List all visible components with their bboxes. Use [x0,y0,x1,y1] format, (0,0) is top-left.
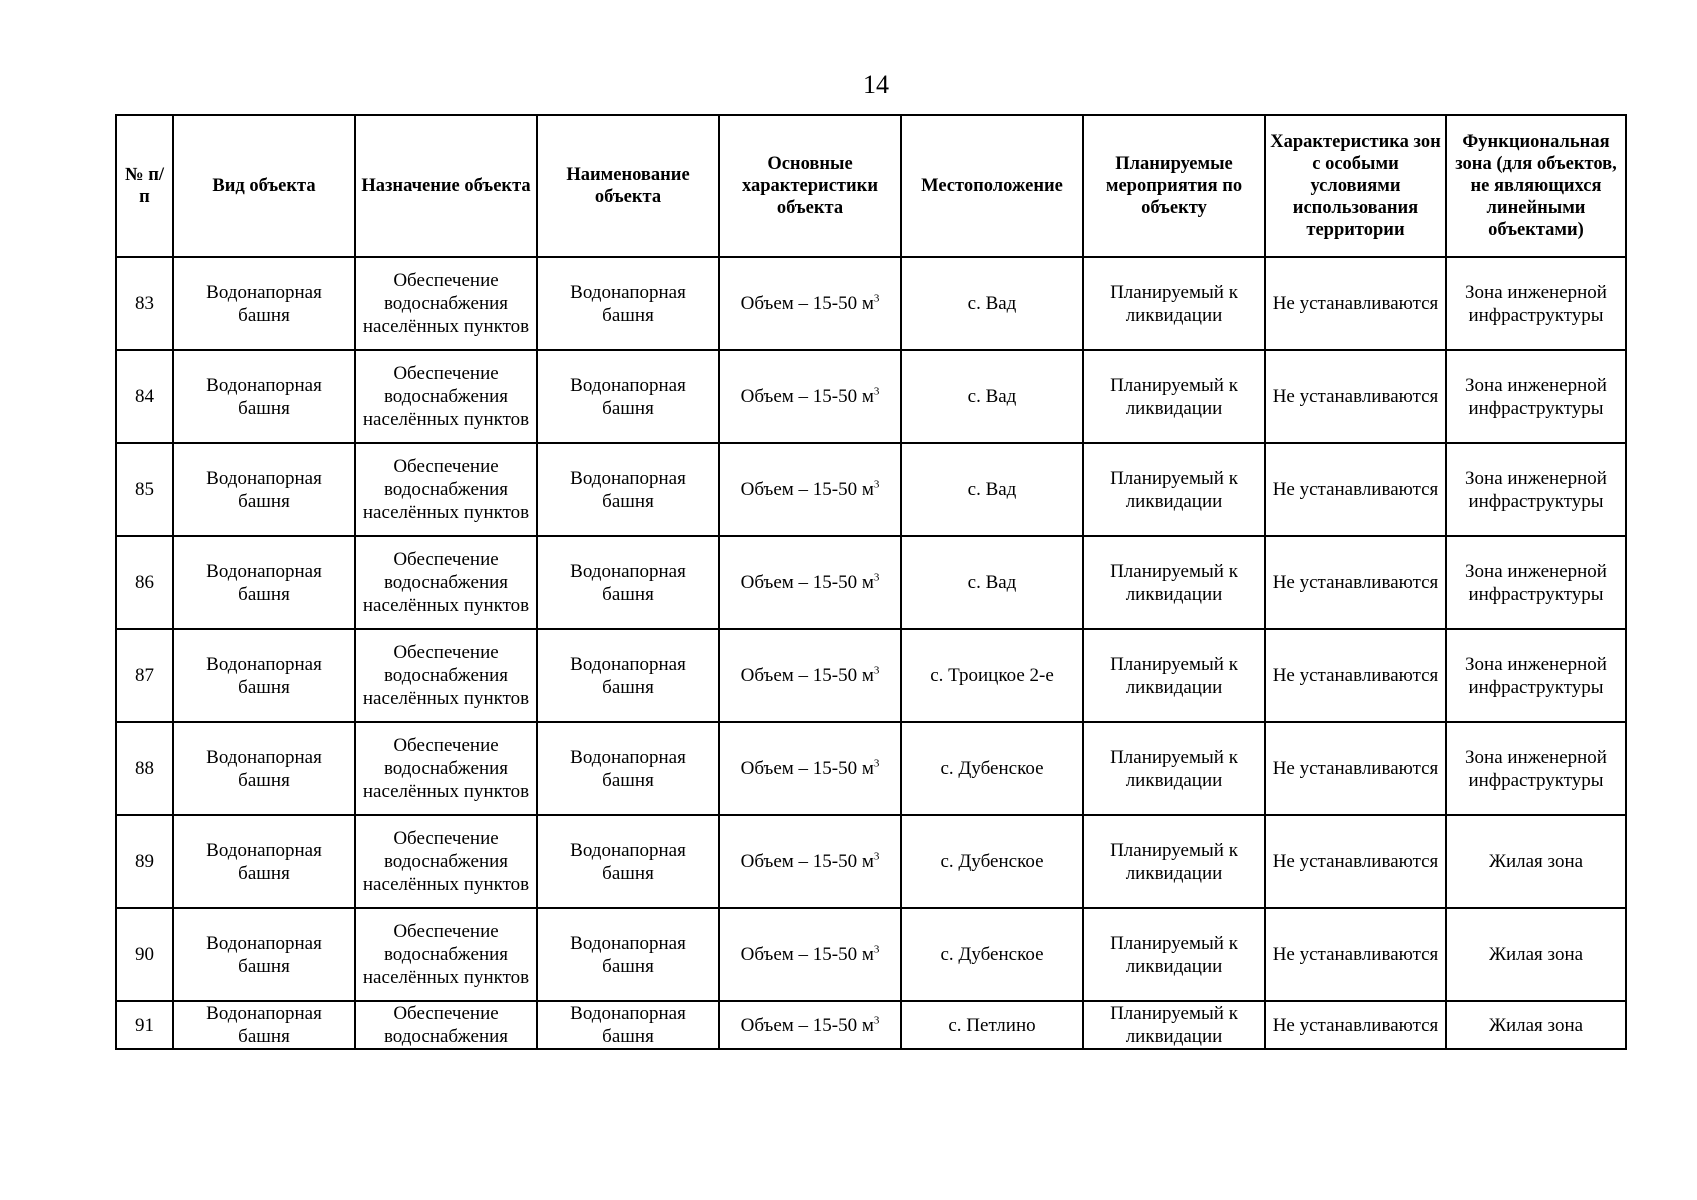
cell-location: с. Дубенское [901,908,1083,1001]
table-row [116,257,1626,350]
cell-num: 83 [116,257,173,350]
cell-purpose: Обеспечение водоснабжения населённых пунктов [355,350,537,443]
cell-name: Водонапорная башня [537,815,719,908]
cell-zones: Не устанавливаются [1265,722,1446,815]
cell-name: Водонапорная башня [537,629,719,722]
cell-function-zone: Жилая зона [1446,815,1626,908]
cell-name: Водонапорная башня [537,443,719,536]
cell-purpose: Обеспечение водоснабжения [355,1001,537,1049]
cell-location: с. Дубенское [901,815,1083,908]
cell-zones: Не устанавливаются [1265,815,1446,908]
header-name: Наименование объекта [537,115,719,257]
cell-characteristics: Объем – 15-50 $м^3$ [719,908,901,1001]
cell-planned: Планируемый к ликвидации [1083,908,1265,1001]
cell-num: 91 [116,1001,173,1049]
cell-name: Водонапорная башня [537,722,719,815]
cell-purpose: Обеспечение водоснабжения населённых пунктов [355,443,537,536]
header-function-zone: Функциональная зона (для объектов, не являющихся линейными объектами) [1446,115,1626,257]
cell-num: 89 [116,815,173,908]
cell-type: Водонапорная башня [173,815,355,908]
table-row [116,815,1626,908]
unit-superscript: 3 [873,292,880,305]
cell-type: Водонапорная башня [173,722,355,815]
cell-type: Водонапорная башня [173,350,355,443]
cell-planned: Планируемый к ликвидации [1083,257,1265,350]
cell-num: 90 [116,908,173,1001]
cell-zones: Не устанавливаются [1265,443,1446,536]
cell-function-zone: Зона инженерной инфраструктуры [1446,629,1626,722]
cell-num: 85 [116,443,173,536]
cell-purpose: Обеспечение водоснабжения населённых пунктов [355,908,537,1001]
header-zones: Характеристика зон с особыми условиями использования территории [1265,115,1446,257]
cell-name: Водонапорная башня [537,908,719,1001]
cell-name: Водонапорная башня [537,536,719,629]
unit-superscript: 3 [873,1014,880,1027]
cell-name: Водонапорная башня [537,350,719,443]
cell-zones: Не устанавливаются [1265,536,1446,629]
cell-characteristics: Объем – 15-50 $м^3$ [719,443,901,536]
cell-purpose: Обеспечение водоснабжения населённых пунктов [355,257,537,350]
cell-planned: Планируемый к ликвидации [1083,815,1265,908]
cell-type: Водонапорная башня [173,443,355,536]
cell-type: Водонапорная башня [173,257,355,350]
cell-location: с. Вад [901,536,1083,629]
cell-characteristics: Объем – 15-50 $м^3$ [719,815,901,908]
cell-function-zone: Зона инженерной инфраструктуры [1446,350,1626,443]
table-row [116,443,1626,536]
cell-function-zone: Жилая зона [1446,908,1626,1001]
unit-superscript: 3 [873,385,880,398]
cell-zones: Не устанавливаются [1265,1001,1446,1049]
cell-function-zone: Зона инженерной инфраструктуры [1446,722,1626,815]
cell-num: 87 [116,629,173,722]
cell-location: с. Вад [901,443,1083,536]
cell-type: Водонапорная башня [173,908,355,1001]
header-num: № п/п [116,115,173,257]
cell-type: Водонапорная башня [173,1001,355,1049]
cell-num: 86 [116,536,173,629]
cell-name: Водонапорная башня [537,1001,719,1049]
cell-characteristics: Объем – 15-50 $м^3$ [719,1001,901,1049]
cell-name: Водонапорная башня [537,257,719,350]
cell-purpose: Обеспечение водоснабжения населённых пунктов [355,536,537,629]
cell-function-zone: Жилая зона [1446,1001,1626,1049]
table-row [116,1001,1626,1049]
cell-location: с. Петлино [901,1001,1083,1049]
header-planned: Планируемые мероприятия по объекту [1083,115,1265,257]
unit-superscript: 3 [873,850,880,863]
cell-characteristics: Объем – 15-50 $м^3$ [719,350,901,443]
cell-planned: Планируемый к ликвидации [1083,350,1265,443]
unit-superscript: 3 [873,478,880,491]
cell-num: 84 [116,350,173,443]
cell-planned: Планируемый к ликвидации [1083,1001,1265,1049]
header-characteristics: Основные характеристики объекта [719,115,901,257]
cell-function-zone: Зона инженерной инфраструктуры [1446,536,1626,629]
unit-superscript: 3 [873,943,880,956]
cell-zones: Не устанавливаются [1265,908,1446,1001]
cell-characteristics: Объем – 15-50 $м^3$ [719,536,901,629]
cell-function-zone: Зона инженерной инфраструктуры [1446,443,1626,536]
cell-zones: Не устанавливаются [1265,350,1446,443]
cell-type: Водонапорная башня [173,629,355,722]
cell-planned: Планируемый к ликвидации [1083,536,1265,629]
header-location: Местоположение [901,115,1083,257]
cell-zones: Не устанавливаются [1265,257,1446,350]
cell-location: с. Вад [901,257,1083,350]
cell-characteristics: Объем – 15-50 $м^3$ [719,629,901,722]
cell-planned: Планируемый к ликвидации [1083,443,1265,536]
table-body [116,257,1626,1049]
cell-function-zone: Зона инженерной инфраструктуры [1446,257,1626,350]
cell-location: с. Вад [901,350,1083,443]
cell-location: с. Дубенское [901,722,1083,815]
page-number: 14 [863,70,889,99]
table-row [116,722,1626,815]
unit-superscript: 3 [873,757,880,770]
cell-planned: Планируемый к ликвидации [1083,722,1265,815]
cell-purpose: Обеспечение водоснабжения населённых пунктов [355,815,537,908]
header-type: Вид объекта [173,115,355,257]
unit-superscript: 3 [873,664,880,677]
table-row [116,908,1626,1001]
cell-num: 88 [116,722,173,815]
cell-planned: Планируемый к ликвидации [1083,629,1265,722]
cell-type: Водонапорная башня [173,536,355,629]
cell-purpose: Обеспечение водоснабжения населённых пунктов [355,722,537,815]
cell-zones: Не устанавливаются [1265,629,1446,722]
header-purpose: Назначение объекта [355,115,537,257]
cell-characteristics: Объем – 15-50 $м^3$ [719,722,901,815]
objects-table [115,114,1627,1050]
unit-superscript: 3 [873,571,880,584]
table-row [116,350,1626,443]
table-row [116,536,1626,629]
table-row [116,629,1626,722]
cell-purpose: Обеспечение водоснабжения населённых пунктов [355,629,537,722]
table-header-row [116,115,1626,257]
cell-location: с. Троицкое 2-е [901,629,1083,722]
cell-characteristics: Объем – 15-50 $м^3$ [719,257,901,350]
